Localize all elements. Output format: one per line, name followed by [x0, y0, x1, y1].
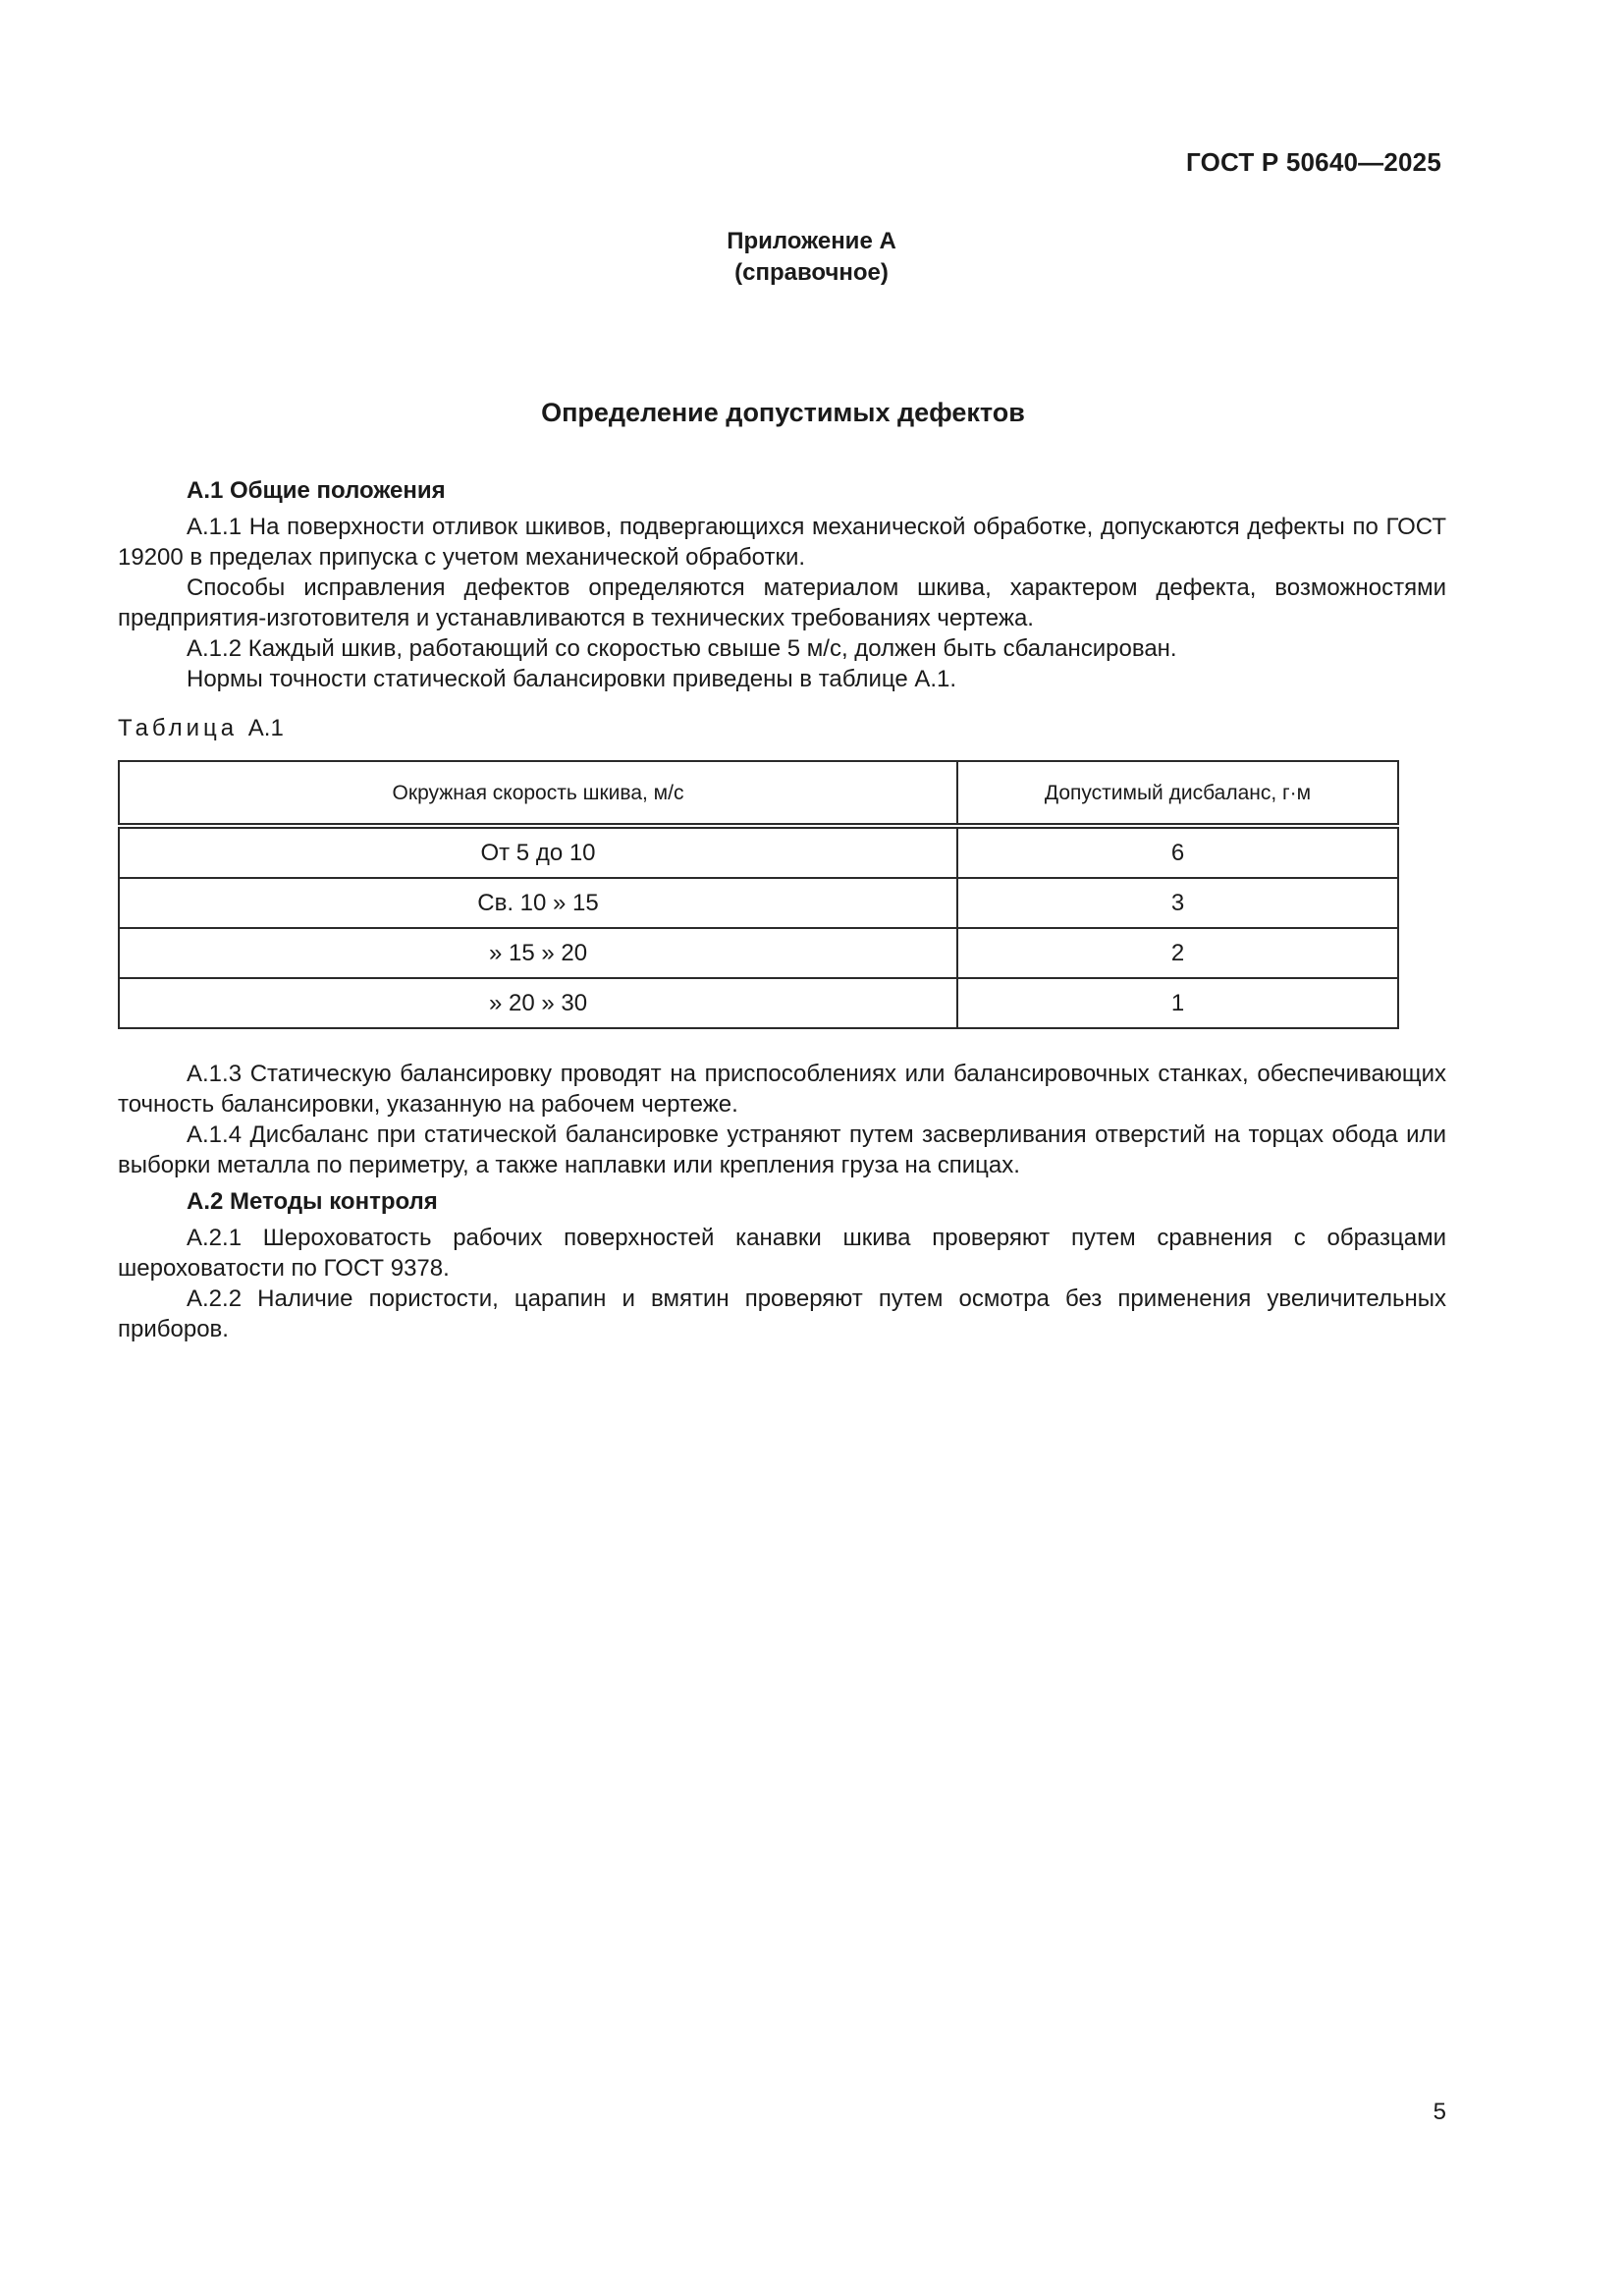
table-caption-number: А.1 — [247, 715, 284, 741]
section-heading-a2: А.2 Методы контроля — [187, 1188, 438, 1215]
balancing-norms-table — [118, 760, 1399, 1029]
section-heading-a1: А.1 Общие положения — [187, 477, 446, 504]
paragraph: А.2.1 Шероховатость рабочих поверхностей канавки шкива проверяют путем сравнения с образцами шероховатости по ГОСТ 9378. — [118, 1225, 1446, 1282]
table-cell: 2 — [957, 928, 1398, 978]
document-code: ГОСТ Р 50640—2025 — [1186, 147, 1441, 177]
document-body — [118, 475, 1446, 1344]
table-row — [119, 978, 1398, 1028]
paragraph: А.1.3 Статическую балансировку проводят на приспособлениях или балансировочных станках, обеспечивающих точность балансировки, указанную на рабочем чертеже. — [118, 1061, 1446, 1118]
appendix-title: Приложение А — [727, 228, 896, 254]
table-row — [119, 878, 1398, 928]
paragraph: А.1.4 Дисбаланс при статической балансировке устраняют путем засверливания отверстий на торцах обода или выборки металла по периметру, а также наплавки или крепления груза на спицах. — [118, 1121, 1446, 1178]
page-number: 5 — [1433, 2099, 1446, 2125]
table-cell: » 20 » 30 — [119, 978, 957, 1028]
table-row — [119, 928, 1398, 978]
table-cell: 3 — [957, 878, 1398, 928]
paragraph: А.1.2 Каждый шкив, работающий со скоростью свыше 5 м/с, должен быть сбалансирован. — [187, 635, 1177, 662]
table-cell: 6 — [957, 826, 1398, 878]
table-row — [119, 826, 1398, 878]
table-cell: » 15 » 20 — [119, 928, 957, 978]
table-header-cell: Допустимый дисбаланс, г·м — [957, 761, 1398, 826]
paragraph: Способы исправления дефектов определяются материалом шкива, характером дефекта, возможностями предприятия-изготовителя и устанавливаются в технических требованиях чертежа. — [118, 574, 1446, 631]
table-caption-word: Таблица — [118, 715, 239, 741]
table-cell: 1 — [957, 978, 1398, 1028]
appendix-label — [0, 226, 1623, 289]
table-header-row — [119, 761, 1398, 826]
paragraph: Нормы точности статической балансировки приведены в таблице А.1. — [187, 666, 957, 692]
page-title: Определение допустимых дефектов — [541, 398, 1025, 427]
paragraph: А.2.2 Наличие пористости, царапин и вмятин проверяют путем осмотра без применения увеличительных приборов. — [118, 1285, 1446, 1342]
appendix-type: (справочное) — [734, 259, 889, 286]
table-header-cell: Окружная скорость шкива, м/с — [119, 761, 957, 826]
paragraph: А.1.1 На поверхности отливок шкивов, подвергающихся механической обработке, допускаются дефекты по ГОСТ 19200 в пределах припуска с учетом механической обработки. — [118, 514, 1446, 571]
table-caption — [118, 713, 1446, 743]
table-cell: От 5 до 10 — [119, 826, 957, 878]
table-cell: Св. 10 » 15 — [119, 878, 957, 928]
